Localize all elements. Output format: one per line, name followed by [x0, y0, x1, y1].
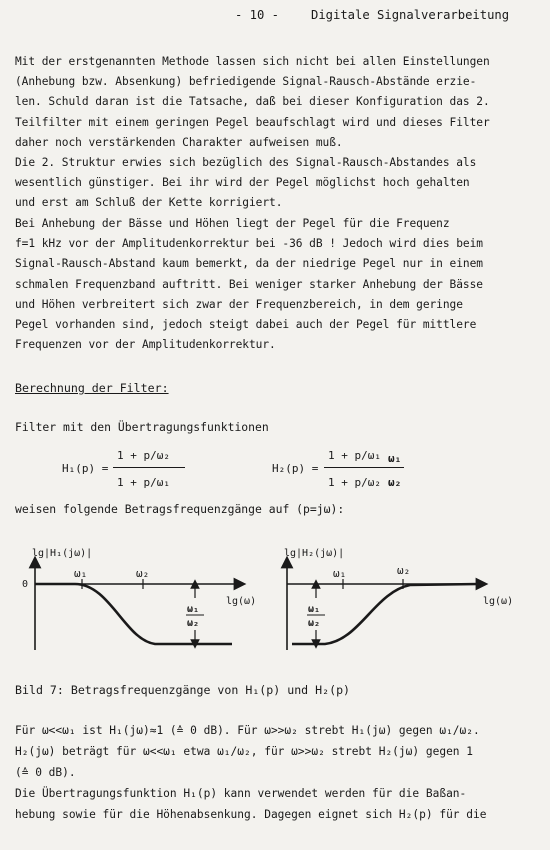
h2-numerator: 1 + p/ω₁	[328, 449, 381, 462]
h2-factor-denominator: ω₂	[388, 476, 402, 489]
plot1-w1-label: ω₁	[74, 567, 88, 580]
plot2-ratio-num: ω₁	[308, 604, 321, 615]
paragraph-1: Mit der erstgenannten Methode lassen sich nicht bei allen Einstellungen (Anhebung bzw. Absenkung) befriedigende Signal-Rausch-Abstände erzie- len. Schuld daran ist die Tatsache, daß bei dieser Konfiguration das 2. Teilfilter mit einem geringen Pegel beaufschlagt wird und dieses Filter daher noch verstärkenden Charakter aufweisen muß.	[15, 55, 490, 149]
plot1-ratio-den: ω₂	[187, 618, 200, 629]
bottom-line-5: hebung sowie für die Höhenabsenkung. Dagegen eignet sich H₂(p) für die	[15, 808, 487, 821]
h1-fraction-bar	[113, 467, 185, 468]
paragraph-3: Bei Anhebung der Bässe und Höhen liegt der Pegel für die Frequenz f=1 kHz vor der Amplitudenkorrektur bei -36 dB ! Jedoch wird dies beim Signal-Rausch-Abstand kaum bemerkt, da der niedrige Pegel nur in einem schmalen Frequenzband auftritt. Bei weniger starker Anhebung der Bässe und Höhen verbreitert sich zwar der Frequenzbereich, in dem geringe Pegel vorhanden sind, jedoch steigt dabei auch der Pegel für mittlere Frequenzen vor der Amplitudenkorrektur.	[15, 217, 483, 352]
h2-denominator: 1 + p/ω₂	[328, 476, 381, 489]
plot1-xlabel: lg(ω)	[226, 596, 257, 607]
plot2-w2-label: ω₂	[397, 564, 411, 577]
bottom-line-2: H₂(jω) beträgt für ω<<ω₁ etwa ω₁/ω₂, für ω>>ω₂ strebt H₂(jω) gegen 1	[15, 745, 474, 758]
plot1-ylabel: lg|H₁(jω)|	[32, 548, 93, 559]
h1-denominator: 1 + p/ω₁	[117, 476, 170, 489]
running-title: Digitale Signalverarbeitung	[311, 8, 510, 22]
h2-factor-bar	[386, 467, 404, 468]
plot2-xlabel: lg(ω)	[483, 596, 514, 607]
plot-h1	[22, 548, 256, 650]
h1-numerator: 1 + p/ω₂	[117, 449, 170, 462]
paragraph-2: Die 2. Struktur erwies sich bezüglich des Signal-Rausch-Abstandes als wesentlich günstiger. Bei ihr wird der Pegel möglichst hoch gehalten und erst am Schluß der Kette korrigiert.	[15, 156, 477, 210]
plot1-ratio-num: ω₁	[187, 604, 200, 615]
bottom-line-3: (≙ 0 dB).	[15, 766, 76, 779]
h2-fraction-bar	[324, 467, 390, 468]
figure-caption: Bild 7: Betragsfrequenzgänge von H₁(p) und H₂(p)	[15, 683, 351, 697]
plot1-w2-label: ω₂	[136, 567, 150, 580]
bottom-line-1: Für ω<<ω₁ ist H₁(jω)≈1 (≙ 0 dB). Für ω>>ω₂ strebt H₁(jω) gegen ω₁/ω₂.	[15, 724, 480, 737]
h2-factor-numerator: ω₁	[388, 452, 402, 465]
plot1-zero-label: 0	[22, 579, 29, 590]
plot-h2	[284, 548, 513, 650]
section-heading: Berechnung der Filter:	[15, 381, 169, 395]
plot2-ratio-den: ω₂	[308, 618, 321, 629]
plot1-curve	[35, 584, 232, 644]
plot2-w1-label: ω₁	[333, 567, 347, 580]
bottom-line-4: Die Übertragungsfunktion H₁(p) kann verwendet werden für die Baßan-	[15, 787, 467, 800]
plot2-ylabel: lg|H₂(jω)|	[284, 548, 345, 559]
page-number: - 10 -	[235, 8, 280, 22]
h1-lhs: H₁(p) =	[62, 462, 109, 475]
h2-lhs: H₂(p) =	[272, 462, 319, 475]
intro-line: Filter mit den Übertragungsfunktionen	[15, 420, 269, 434]
after-formula-line: weisen folgende Betragsfrequenzgänge auf (p=jω):	[15, 502, 345, 516]
frequency-response-plots	[0, 540, 550, 670]
